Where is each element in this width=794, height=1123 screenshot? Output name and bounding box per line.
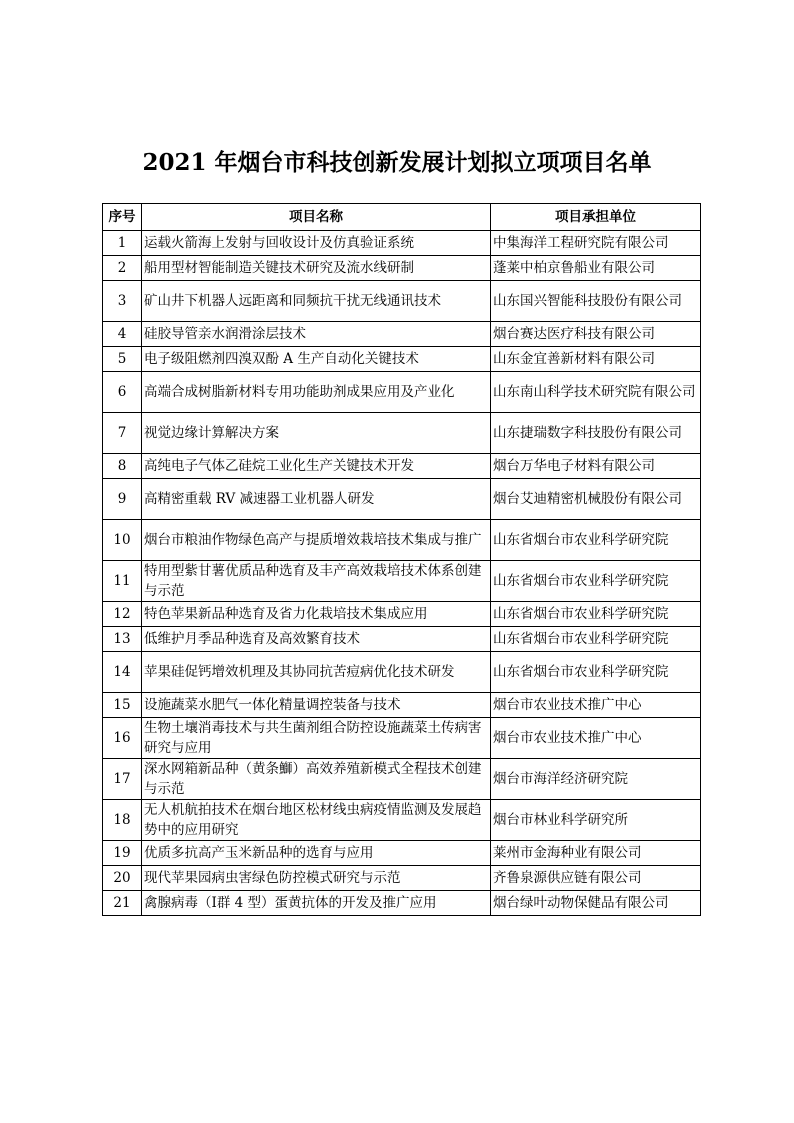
undertaking-unit-cell: 山东省烟台市农业科学研究院	[491, 561, 701, 602]
undertaking-unit-cell: 山东省烟台市农业科学研究院	[491, 627, 701, 652]
table-row	[103, 281, 701, 322]
table-row	[103, 347, 701, 372]
table-row	[103, 759, 701, 800]
serial-number-cell: 15	[103, 693, 142, 718]
project-name-cell: 电子级阻燃剂四溴双酚 A 生产自动化关键技术	[142, 347, 491, 372]
undertaking-unit-cell: 山东金宜善新材料有限公司	[491, 347, 701, 372]
undertaking-unit-cell: 山东省烟台市农业科学研究院	[491, 602, 701, 627]
table-row	[103, 413, 701, 454]
serial-number-cell: 9	[103, 479, 142, 520]
undertaking-unit-cell: 莱州市金海种业有限公司	[491, 841, 701, 866]
project-name-cell: 高精密重载 RV 减速器工业机器人研发	[142, 479, 491, 520]
undertaking-unit-cell: 烟台市林业科学研究所	[491, 800, 701, 841]
project-name-cell: 低维护月季品种选育及高效繁育技术	[142, 627, 491, 652]
table-row	[103, 718, 701, 759]
undertaking-unit-cell: 烟台万华电子材料有限公司	[491, 454, 701, 479]
table-body	[103, 231, 701, 916]
serial-number-cell: 11	[103, 561, 142, 602]
serial-number-cell: 10	[103, 520, 142, 561]
table-row	[103, 372, 701, 413]
serial-number-cell: 7	[103, 413, 142, 454]
table-row	[103, 231, 701, 256]
undertaking-unit-cell: 烟台市海洋经济研究院	[491, 759, 701, 800]
project-name-cell: 高纯电子气体乙硅烷工业化生产关键技术开发	[142, 454, 491, 479]
column-header-serial: 序号	[103, 204, 142, 231]
project-name-cell: 特用型紫甘薯优质品种选育及丰产高效栽培技术体系创建与示范	[142, 561, 491, 602]
undertaking-unit-cell: 山东省烟台市农业科学研究院	[491, 520, 701, 561]
table-row	[103, 256, 701, 281]
undertaking-unit-cell: 中集海洋工程研究院有限公司	[491, 231, 701, 256]
project-name-cell: 烟台市粮油作物绿色高产与提质增效栽培技术集成与推广	[142, 520, 491, 561]
undertaking-unit-cell: 烟台艾迪精密机械股份有限公司	[491, 479, 701, 520]
table-row	[103, 891, 701, 916]
undertaking-unit-cell: 蓬莱中柏京鲁船业有限公司	[491, 256, 701, 281]
undertaking-unit-cell: 山东南山科学技术研究院有限公司	[491, 372, 701, 413]
table-row	[103, 561, 701, 602]
serial-number-cell: 13	[103, 627, 142, 652]
project-name-cell: 苹果硅促钙增效机理及其协同抗苦痘病优化技术研发	[142, 652, 491, 693]
undertaking-unit-cell: 烟台市农业技术推广中心	[491, 693, 701, 718]
project-name-cell: 运载火箭海上发射与回收设计及仿真验证系统	[142, 231, 491, 256]
project-name-cell: 现代苹果园病虫害绿色防控模式研究与示范	[142, 866, 491, 891]
document-title: 2021 年烟台市科技创新发展计划拟立项项目名单	[142, 149, 652, 176]
project-name-cell: 深水网箱新品种（黄条鰤）高效养殖新模式全程技术创建与示范	[142, 759, 491, 800]
project-name-cell: 无人机航拍技术在烟台地区松材线虫病疫情监测及发展趋势中的应用研究	[142, 800, 491, 841]
serial-number-cell: 12	[103, 602, 142, 627]
serial-number-cell: 16	[103, 718, 142, 759]
project-name-cell: 船用型材智能制造关键技术研究及流水线研制	[142, 256, 491, 281]
serial-number-cell: 19	[103, 841, 142, 866]
serial-number-cell: 4	[103, 322, 142, 347]
serial-number-cell: 17	[103, 759, 142, 800]
table-row	[103, 841, 701, 866]
column-header-undertaking-unit: 项目承担单位	[491, 204, 701, 231]
project-name-cell: 特色苹果新品种选育及省力化栽培技术集成应用	[142, 602, 491, 627]
table-row	[103, 479, 701, 520]
table-row	[103, 652, 701, 693]
project-name-cell: 矿山井下机器人远距离和同频抗干扰无线通讯技术	[142, 281, 491, 322]
serial-number-cell: 21	[103, 891, 142, 916]
table-row	[103, 454, 701, 479]
serial-number-cell: 3	[103, 281, 142, 322]
column-header-project-name: 项目名称	[142, 204, 491, 231]
project-name-cell: 高端合成树脂新材料专用功能助剂成果应用及产业化	[142, 372, 491, 413]
serial-number-cell: 5	[103, 347, 142, 372]
table-row	[103, 322, 701, 347]
project-name-cell: 生物土壤消毒技术与共生菌剂组合防控设施蔬菜土传病害研究与应用	[142, 718, 491, 759]
undertaking-unit-cell: 山东国兴智能科技股份有限公司	[491, 281, 701, 322]
table-row	[103, 602, 701, 627]
project-name-cell: 设施蔬菜水肥气一体化精量调控装备与技术	[142, 693, 491, 718]
project-name-cell: 硅胶导管亲水润滑涂层技术	[142, 322, 491, 347]
project-name-cell: 优质多抗高产玉米新品种的选育与应用	[142, 841, 491, 866]
undertaking-unit-cell: 烟台赛达医疗科技有限公司	[491, 322, 701, 347]
table-row	[103, 693, 701, 718]
serial-number-cell: 8	[103, 454, 142, 479]
project-list-table	[102, 203, 701, 916]
table-row	[103, 866, 701, 891]
serial-number-cell: 18	[103, 800, 142, 841]
project-name-cell: 视觉边缘计算解决方案	[142, 413, 491, 454]
serial-number-cell: 14	[103, 652, 142, 693]
serial-number-cell: 6	[103, 372, 142, 413]
serial-number-cell: 20	[103, 866, 142, 891]
table-header-row	[103, 204, 701, 231]
table-row	[103, 800, 701, 841]
undertaking-unit-cell: 山东省烟台市农业科学研究院	[491, 652, 701, 693]
serial-number-cell: 1	[103, 231, 142, 256]
serial-number-cell: 2	[103, 256, 142, 281]
undertaking-unit-cell: 烟台市农业技术推广中心	[491, 718, 701, 759]
undertaking-unit-cell: 烟台绿叶动物保健品有限公司	[491, 891, 701, 916]
table-row	[103, 520, 701, 561]
undertaking-unit-cell: 齐鲁泉源供应链有限公司	[491, 866, 701, 891]
project-name-cell: 禽腺病毒（Ⅰ群 4 型）蛋黄抗体的开发及推广应用	[142, 891, 491, 916]
table-row	[103, 627, 701, 652]
undertaking-unit-cell: 山东捷瑞数字科技股份有限公司	[491, 413, 701, 454]
